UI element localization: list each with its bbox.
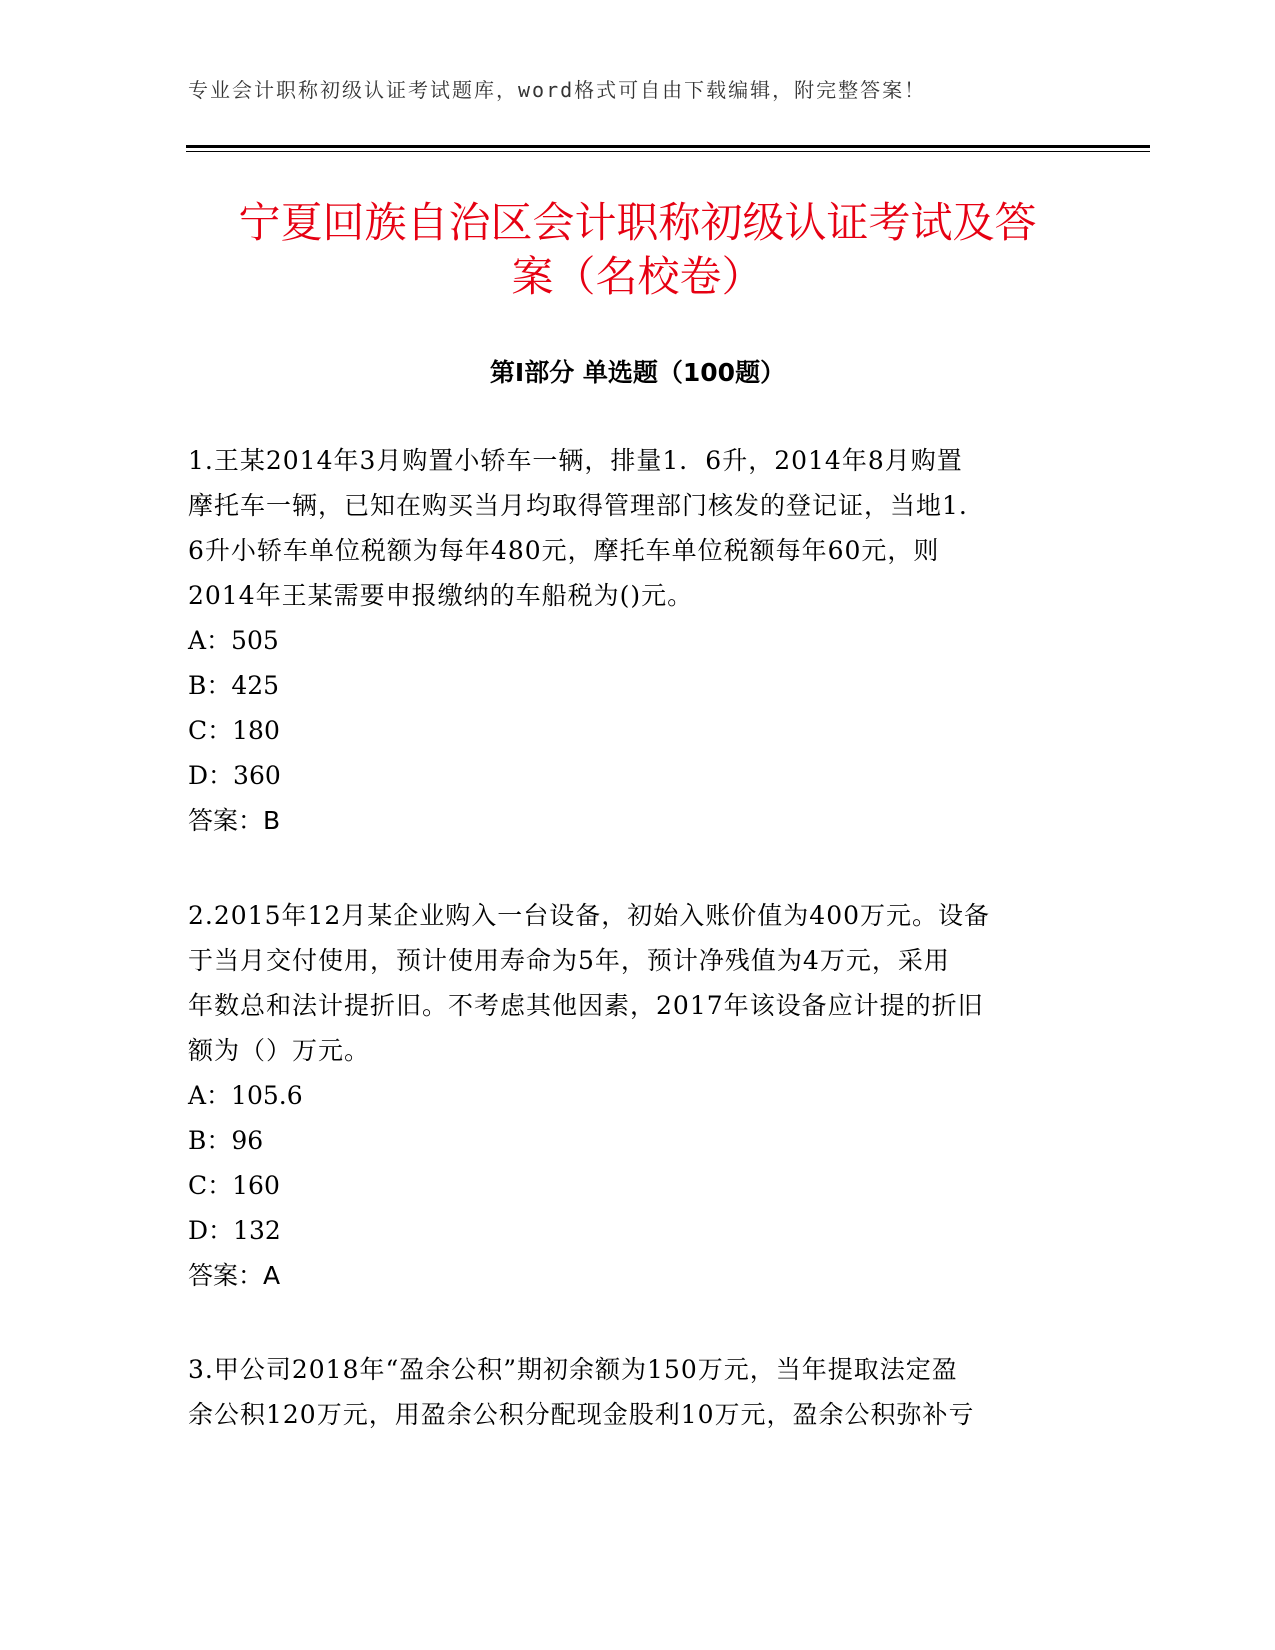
header-note: 专业会计职称初级认证考试题库，word格式可自由下载编辑，附完整答案！	[188, 78, 927, 102]
question-1	[188, 438, 1068, 843]
option-a: A：105.6	[188, 1081, 303, 1110]
answer: 答案：B	[188, 806, 281, 835]
stem-line: 摩托车一辆，已知在购买当月均取得管理部门核发的登记证，当地1.	[188, 491, 968, 520]
question-stem	[188, 893, 1068, 1073]
option-d: D：132	[188, 1216, 281, 1245]
option-d: D：360	[188, 761, 281, 790]
option-b: B：425	[188, 671, 280, 700]
option-c: C：160	[188, 1171, 280, 1200]
stem-line: 3.甲公司2018年“盈余公积”期初余额为150万元，当年提取法定盈	[188, 1355, 958, 1384]
stem-line: 于当月交付使用，预计使用寿命为5年，预计净残值为4万元，采用	[188, 946, 950, 975]
stem-line: 2.2015年12月某企业购入一台设备，初始入账价值为400万元。设备	[188, 901, 991, 930]
stem-line: 年数总和法计提折旧。不考虑其他因素，2017年该设备应计提的折旧	[188, 991, 984, 1020]
header-rule-thick	[186, 145, 1150, 148]
stem-line: 6升小轿车单位税额为每年480元，摩托车单位税额每年60元，则	[188, 536, 940, 565]
question-stem	[188, 1347, 1068, 1437]
stem-line: 额为（）万元。	[188, 1036, 371, 1065]
title-line-1: 宁夏回族自治区会计职称初级认证考试及答	[238, 198, 1037, 247]
stem-line: 2014年王某需要申报缴纳的车船税为()元。	[188, 581, 694, 610]
option-c: C：180	[188, 716, 280, 745]
stem-line: 1.王某2014年3月购置小轿车一辆，排量1．6升，2014年8月购置	[188, 446, 963, 475]
header-rule-thin	[186, 151, 1150, 152]
question-2	[188, 893, 1068, 1298]
stem-line: 余公积120万元，用盈余公积分配现金股利10万元，盈余公积弥补亏	[188, 1400, 975, 1429]
section-heading: 第Ⅰ部分 单选题（100题）	[489, 358, 786, 387]
question-3	[188, 1347, 1068, 1437]
document-title	[160, 196, 1115, 304]
option-b: B：96	[188, 1126, 264, 1155]
option-a: A：505	[188, 626, 279, 655]
question-stem	[188, 438, 1068, 618]
answer: 答案：A	[188, 1261, 281, 1290]
title-line-2: 案（名校卷）	[511, 252, 764, 301]
